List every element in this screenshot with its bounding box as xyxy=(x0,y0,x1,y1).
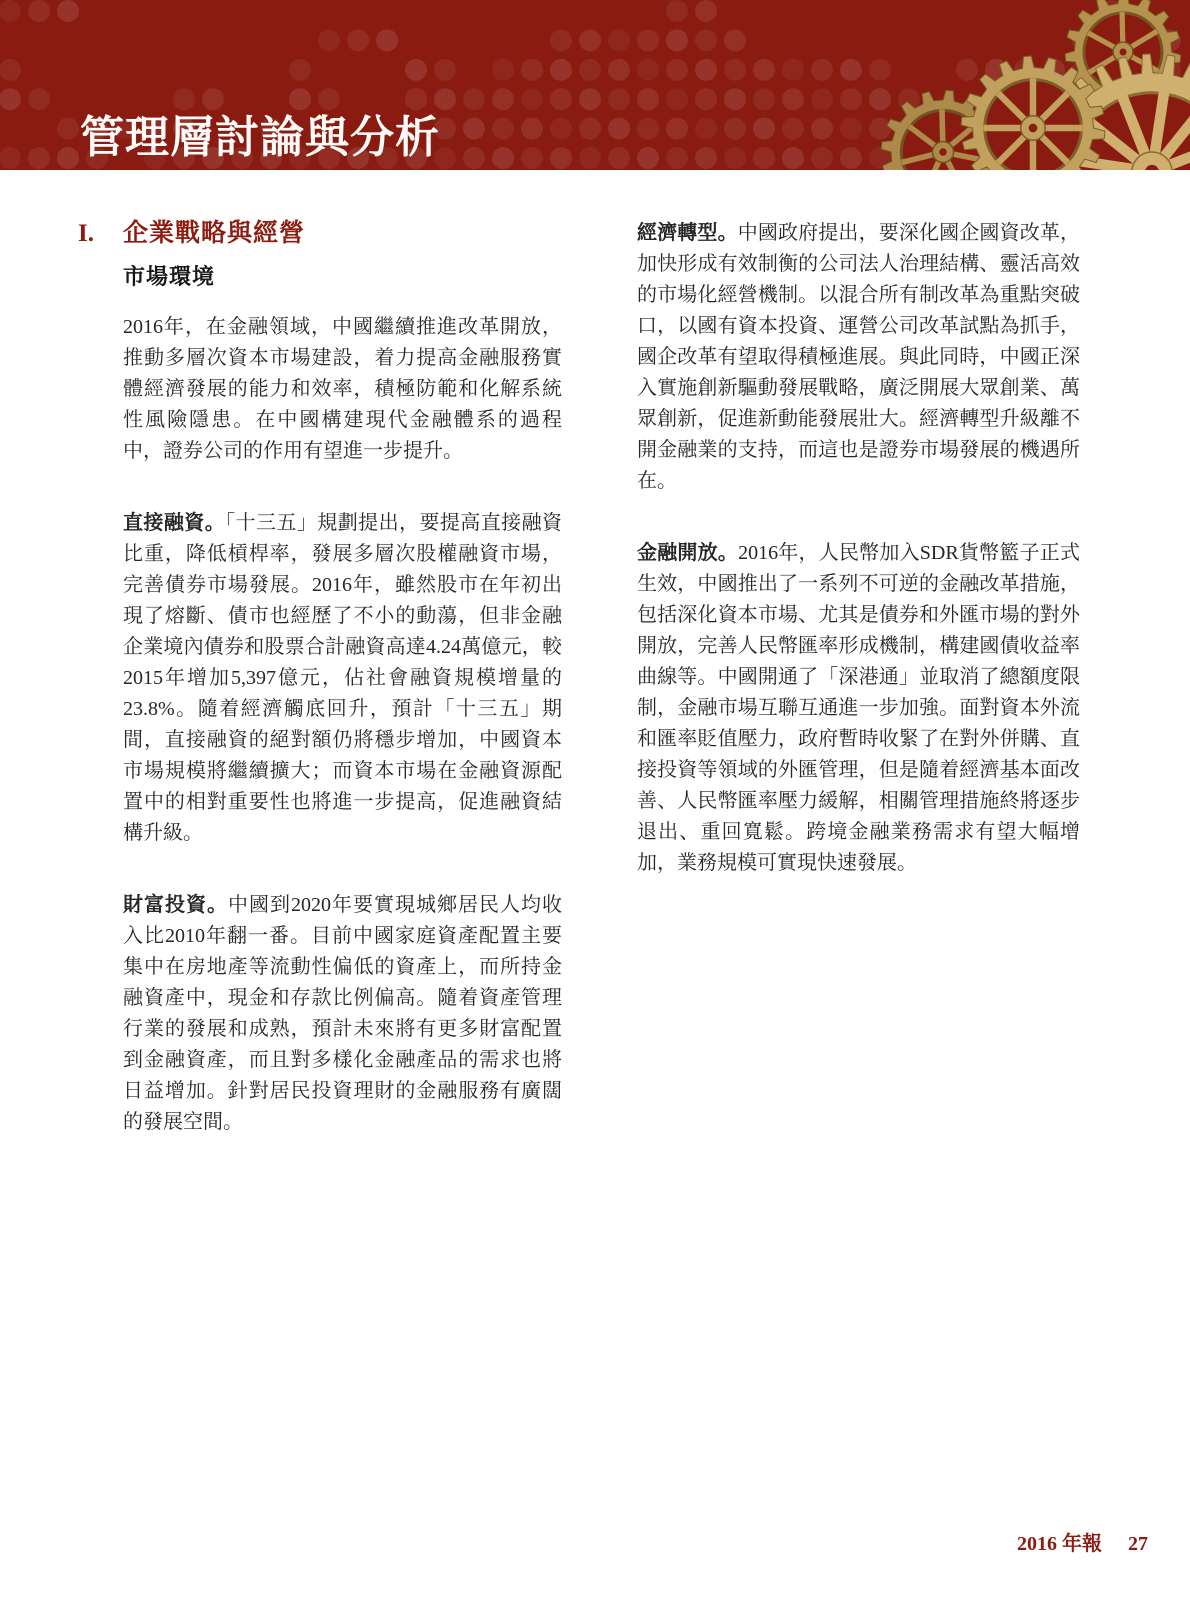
paragraph-text: 中國到2020年要實現城鄉居民人均收入比2010年翻一番。目前中國家庭資產配置主要集中在房地產等流動性偏低的資產上，而所持金融資產中，現金和存款比例偏高。隨着資產管理行業的發展和成熟，預計未來將有更多財富配置到金融資產，而且對多樣化金融產品的需求也將日益增加。針對居民投資理財的金融服務有廣闊的發展空間。 xyxy=(123,894,562,1133)
section-numeral: I. xyxy=(78,220,94,247)
paragraph-financial-opening xyxy=(637,538,1080,879)
paragraph-text: 中國政府提出，要深化國企國資改革，加快形成有效制衡的公司法人治理結構、靈活高效的市場化經營機制。以混合所有制改革為重點突破口，以國有資本投資、運營公司改革試點為抓手，國企改革有望取得積極進展。與此同時，中國正深入實施創新驅動發展戰略，廣泛開展大眾創業、萬眾創新，促進新動能發展壯大。經濟轉型升級離不開金融業的支持，而這也是證券市場發展的機遇所在。 xyxy=(637,222,1081,492)
left-column xyxy=(78,218,562,1179)
page-number: 27 xyxy=(1128,1533,1148,1555)
paragraph-lead: 經濟轉型。 xyxy=(637,222,738,244)
paragraph-lead: 直接融資。 xyxy=(123,512,226,534)
page-footer xyxy=(1017,1527,1148,1556)
gears-icon xyxy=(850,0,1190,170)
section-body xyxy=(123,263,562,1138)
paragraph-wealth-investment xyxy=(123,890,562,1138)
paragraph-direct-financing xyxy=(123,508,562,849)
paragraph-text: 2016年，在金融領域，中國繼續推進改革開放，推動多層次資本市場建設，着力提高金融服務實體經濟發展的能力和效率，積極防範和化解系統性風險隱患。在中國構建現代金融體系的過程中，證券公司的作用有望進一步提升。 xyxy=(123,316,562,462)
report-title: 2016 年報 xyxy=(1017,1533,1102,1555)
paragraph-text: 2016年，人民幣加入SDR貨幣籃子正式生效，中國推出了一系列不可逆的金融改革措施，包括深化資本市場、尤其是債券和外匯市場的對外開放，完善人民幣匯率形成機制，構建國債收益率曲線等。中國開通了「深港通」並取消了總額度限制，金融市場互聯互通進一步加強。面對資本外流和匯率貶值壓力，政府暫時收緊了在對外併購、直接投資等領域的外匯管理，但是隨着經濟基本面改善、人民幣匯率壓力緩解，相關管理措施終將逐步退出、重回寬鬆。跨境金融業務需求有望大幅增加，業務規模可實現快速發展。 xyxy=(637,542,1081,874)
paragraph-economic-transformation xyxy=(637,218,1080,497)
paragraph-lead: 財富投資。 xyxy=(123,894,228,916)
paragraph-text: 「十三五」規劃提出，要提高直接融資比重，降低槓桿率，發展多層次股權融資市場，完善債券市場發展。2016年，雖然股市在年初出現了熔斷、債市也經歷了不小的動蕩，但非金融企業境內債券和股票合計融資高達4.24萬億元，較2015年增加5,397億元，佔社會融資規模增量的23.8%。隨着經濟觸底回升，預計「十三五」期間，直接融資的絕對額仍將穩步增加，中國資本市場規模將繼續擴大；而資本市場在金融資源配置中的相對重要性也將進一步提高，促進融資結構升級。 xyxy=(123,512,563,844)
subsection-heading: 市場環境 xyxy=(123,264,216,289)
page-title: 管理層討論與分析 xyxy=(80,112,440,162)
content-area xyxy=(0,170,1190,1179)
section-heading xyxy=(78,218,562,250)
paragraph-market-environment xyxy=(123,312,562,467)
page-banner xyxy=(0,0,1190,170)
paragraph-lead: 金融開放。 xyxy=(637,542,739,564)
section-heading-text: 企業戰略與經營 xyxy=(123,220,306,247)
right-column xyxy=(637,218,1080,1179)
